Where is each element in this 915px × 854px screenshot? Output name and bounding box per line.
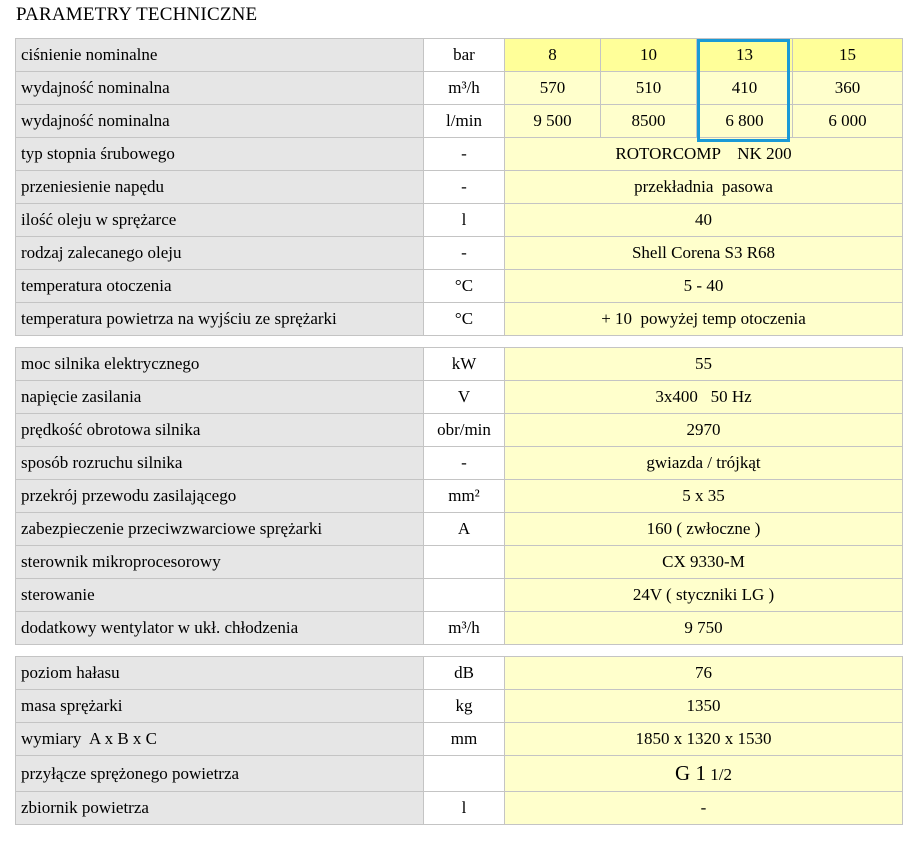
row-unit: dB: [424, 657, 505, 690]
capacity-m3h-value-3: 410: [697, 72, 793, 105]
capacity-m3h-value-1: 570: [505, 72, 601, 105]
row-unit: [424, 579, 505, 612]
row-label: wydajność nominalna: [16, 105, 424, 138]
capacity-m3h-value-4: 360: [793, 72, 903, 105]
table-row-capacity-m3h: [16, 72, 903, 105]
row-label: temperatura powietrza na wyjściu ze sprężarki: [16, 303, 424, 336]
table-row: [16, 348, 903, 381]
row-value: -: [505, 792, 903, 825]
row-unit: l: [424, 204, 505, 237]
row-label: sterownik mikroprocesorowy: [16, 546, 424, 579]
table-row: [16, 204, 903, 237]
pressure-value-4: 15: [793, 39, 903, 72]
row-unit: -: [424, 237, 505, 270]
technical-parameters-table: [15, 38, 903, 825]
row-value: ROTORCOMP NK 200: [505, 138, 903, 171]
table-row: [16, 171, 903, 204]
row-label: przyłącze sprężonego powietrza: [16, 756, 424, 792]
row-unit: -: [424, 447, 505, 480]
page-title: PARAMETRY TECHNICZNE: [16, 4, 258, 25]
row-unit: mm²: [424, 480, 505, 513]
capacity-lmin-value-3: 6 800: [697, 105, 793, 138]
row-label: dodatkowy wentylator w ukł. chłodzenia: [16, 612, 424, 645]
table-row-pressure: [16, 39, 903, 72]
table-row: [16, 579, 903, 612]
capacity-lmin-value-1: 9 500: [505, 105, 601, 138]
row-value: 5 - 40: [505, 270, 903, 303]
row-value: 76: [505, 657, 903, 690]
row-value: 1350: [505, 690, 903, 723]
row-value: przekładnia pasowa: [505, 171, 903, 204]
section-divider: [16, 645, 903, 657]
row-unit: kg: [424, 690, 505, 723]
row-label: wymiary A x B x C: [16, 723, 424, 756]
row-value: 160 ( zwłoczne ): [505, 513, 903, 546]
row-value: Shell Corena S3 R68: [505, 237, 903, 270]
row-unit: -: [424, 171, 505, 204]
table-row: [16, 756, 903, 792]
row-value: 24V ( styczniki LG ): [505, 579, 903, 612]
row-unit: l/min: [424, 105, 505, 138]
row-unit: obr/min: [424, 414, 505, 447]
table-row: [16, 480, 903, 513]
connection-size-fraction: 1/2: [705, 765, 732, 784]
row-label: ciśnienie nominalne: [16, 39, 424, 72]
row-unit: °C: [424, 303, 505, 336]
row-label: poziom hałasu: [16, 657, 424, 690]
row-value: [505, 756, 903, 792]
capacity-lmin-value-2: 8500: [601, 105, 697, 138]
row-label: przekrój przewodu zasilającego: [16, 480, 424, 513]
pressure-value-1: 8: [505, 39, 601, 72]
row-unit: mm: [424, 723, 505, 756]
row-label: ilość oleju w sprężarce: [16, 204, 424, 237]
row-value: 3x400 50 Hz: [505, 381, 903, 414]
row-unit: l: [424, 792, 505, 825]
table-row: [16, 513, 903, 546]
row-label: sposób rozruchu silnika: [16, 447, 424, 480]
row-value: gwiazda / trójkąt: [505, 447, 903, 480]
table-row: [16, 447, 903, 480]
row-unit: V: [424, 381, 505, 414]
table-row: [16, 303, 903, 336]
row-unit: °C: [424, 270, 505, 303]
table-row: [16, 414, 903, 447]
row-value: 55: [505, 348, 903, 381]
row-value: 9 750: [505, 612, 903, 645]
capacity-m3h-value-2: 510: [601, 72, 697, 105]
row-unit: [424, 546, 505, 579]
row-unit: -: [424, 138, 505, 171]
row-label: sterowanie: [16, 579, 424, 612]
table-row: [16, 270, 903, 303]
row-unit: A: [424, 513, 505, 546]
table-row: [16, 612, 903, 645]
row-label: zabezpieczenie przeciwzwarciowe sprężarki: [16, 513, 424, 546]
row-unit: bar: [424, 39, 505, 72]
row-label: rodzaj zalecanego oleju: [16, 237, 424, 270]
row-label: zbiornik powietrza: [16, 792, 424, 825]
capacity-lmin-value-4: 6 000: [793, 105, 903, 138]
row-label: napięcie zasilania: [16, 381, 424, 414]
table-row: [16, 690, 903, 723]
row-value: + 10 powyżej temp otoczenia: [505, 303, 903, 336]
row-value: CX 9330-M: [505, 546, 903, 579]
row-value: 5 x 35: [505, 480, 903, 513]
row-unit: [424, 756, 505, 792]
row-value: 40: [505, 204, 903, 237]
row-label: wydajność nominalna: [16, 72, 424, 105]
row-unit: kW: [424, 348, 505, 381]
row-label: moc silnika elektrycznego: [16, 348, 424, 381]
row-value: 1850 x 1320 x 1530: [505, 723, 903, 756]
table-row: [16, 657, 903, 690]
connection-size-main: G 1: [675, 761, 706, 785]
pressure-value-3: 13: [697, 39, 793, 72]
row-label: typ stopnia śrubowego: [16, 138, 424, 171]
table-row: [16, 792, 903, 825]
table-row: [16, 237, 903, 270]
table-row: [16, 723, 903, 756]
row-unit: m³/h: [424, 72, 505, 105]
row-label: temperatura otoczenia: [16, 270, 424, 303]
table-row: [16, 138, 903, 171]
section-divider: [16, 336, 903, 348]
row-value: 2970: [505, 414, 903, 447]
table-row-capacity-lmin: [16, 105, 903, 138]
row-unit: m³/h: [424, 612, 505, 645]
pressure-value-2: 10: [601, 39, 697, 72]
table-row: [16, 546, 903, 579]
row-label: masa sprężarki: [16, 690, 424, 723]
row-label: przeniesienie napędu: [16, 171, 424, 204]
row-label: prędkość obrotowa silnika: [16, 414, 424, 447]
table-row: [16, 381, 903, 414]
